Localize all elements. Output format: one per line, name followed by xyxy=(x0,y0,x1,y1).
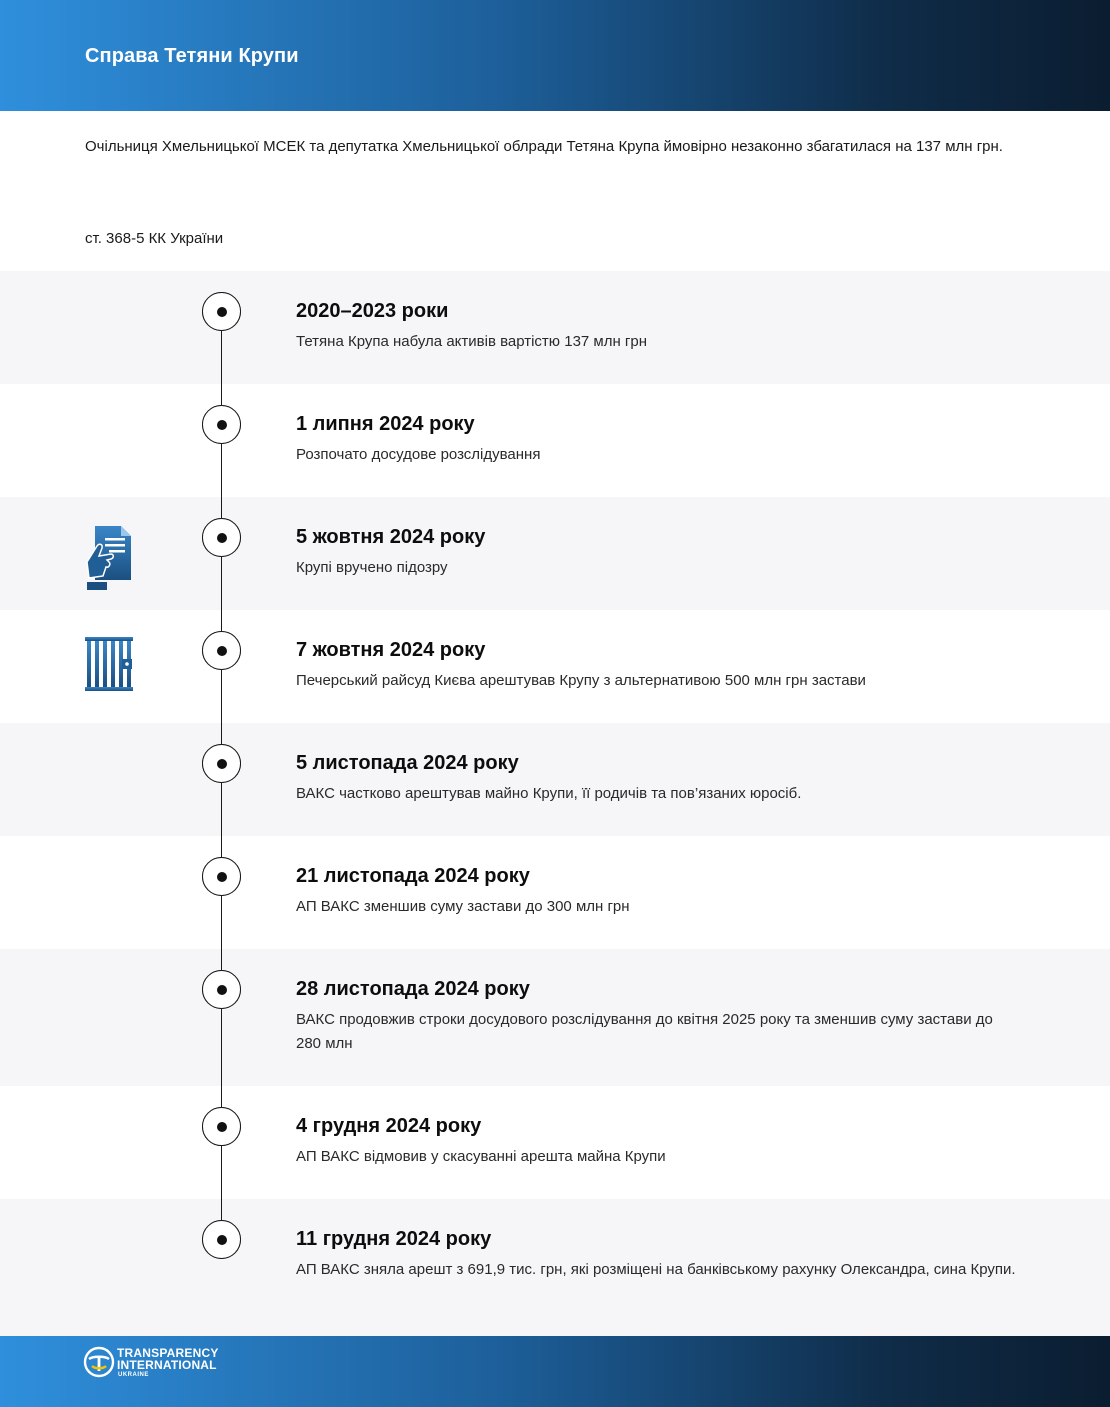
logo-line-1: TRANSPARENCY xyxy=(117,1346,219,1360)
event-date: 4 грудня 2024 року xyxy=(296,1115,482,1137)
timeline-event xyxy=(0,497,1110,610)
law-reference: ст. 368-5 КК України xyxy=(85,230,224,247)
event-date: 7 жовтня 2024 року xyxy=(296,639,486,661)
timeline-dot-overlay xyxy=(202,857,241,896)
header-banner xyxy=(0,0,1110,111)
event-description: Тетяна Крупа набула активів вартістю 137 млн грн xyxy=(296,333,648,350)
transparency-international-logo xyxy=(83,1346,243,1396)
event-date: 2020–2023 роки xyxy=(296,300,449,322)
page-title: Справа Тетяни Крупи xyxy=(85,45,299,67)
timeline-event xyxy=(0,610,1110,723)
timeline-event xyxy=(0,271,1110,384)
timeline-dot-overlay xyxy=(202,1220,241,1259)
event-date: 5 жовтня 2024 року xyxy=(296,526,486,548)
event-description: АП ВАКС відмовив у скасуванні арешта майна Крупи xyxy=(296,1148,666,1165)
event-description: ВАКС частково арештував майно Крупи, її родичів та пов’язаних юросіб. xyxy=(296,785,802,802)
event-date: 28 листопада 2024 року xyxy=(296,978,530,1000)
timeline-dot-overlay xyxy=(202,518,241,557)
event-description: Розпочато досудове розслідування xyxy=(296,446,541,463)
event-description: ВАКС продовжив строки досудового розслідування до квітня 2025 року та зменшив суму застави до 280 млн xyxy=(296,1011,993,1052)
event-description: Печерський райсуд Києва арештував Крупу з альтернативою 500 млн грн застави xyxy=(296,672,866,689)
timeline xyxy=(0,271,1110,1336)
timeline-event xyxy=(0,723,1110,836)
ti-logo-icon xyxy=(83,1346,115,1378)
timeline-dot-overlay xyxy=(202,292,241,331)
logo-line-3: UKRAINE xyxy=(118,1372,149,1378)
event-date: 5 листопада 2024 року xyxy=(296,752,519,774)
timeline-dot-overlay xyxy=(202,970,241,1009)
event-date: 11 грудня 2024 року xyxy=(296,1228,492,1250)
timeline-dot-overlay xyxy=(202,1107,241,1146)
event-date: 21 листопада 2024 року xyxy=(296,865,530,887)
intro-text: Очільниця Хмельницької МСЕК та депутатка Хмельницької облради Тетяна Крупа ймовірно незаконно збагатилася на 137 млн грн. xyxy=(85,138,1003,155)
prison-bars-icon xyxy=(85,637,133,696)
hand-document-icon xyxy=(85,524,133,597)
footer-banner xyxy=(0,1336,1110,1407)
timeline-event xyxy=(0,836,1110,949)
event-description: Крупі вручено підозру xyxy=(296,559,448,576)
timeline-dot-overlay xyxy=(202,744,241,783)
event-description: АП ВАКС зняла арешт з 691,9 тис. грн, які розміщені на банківському рахунку Олександра, сина Крупи. xyxy=(296,1261,1016,1278)
timeline-event xyxy=(0,1086,1110,1199)
timeline-dot-overlay xyxy=(202,405,241,444)
timeline-event xyxy=(0,1199,1110,1336)
event-date: 1 липня 2024 року xyxy=(296,413,475,435)
timeline-event xyxy=(0,384,1110,497)
timeline-dot-overlay xyxy=(202,631,241,670)
logo-line-2: INTERNATIONAL xyxy=(117,1358,217,1372)
timeline-event xyxy=(0,949,1110,1086)
event-description: АП ВАКС зменшив суму застави до 300 млн грн xyxy=(296,898,630,915)
